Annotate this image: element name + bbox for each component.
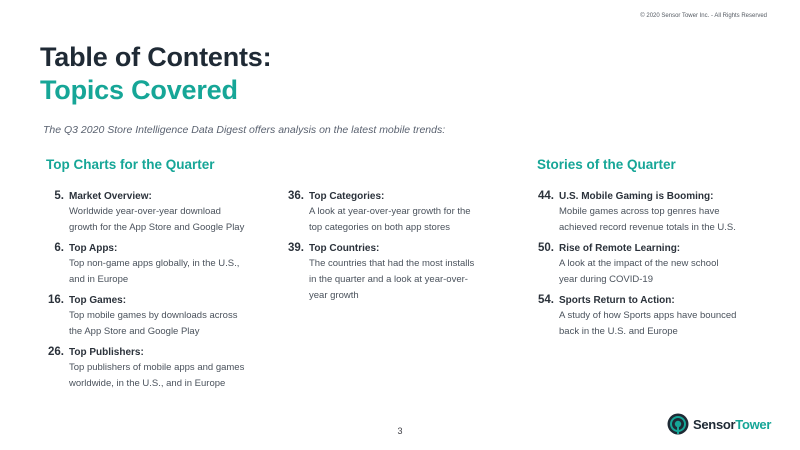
toc-entry-body — [69, 345, 244, 392]
section-heading-stories: Stories of the Quarter — [537, 157, 676, 172]
toc-entry — [530, 241, 760, 288]
toc-entry-title: Top Publishers: — [69, 347, 144, 358]
toc-entry-description-line: worldwide, in the U.S., and in Europe — [69, 378, 226, 389]
brand-name — [693, 417, 771, 432]
toc-column-2 — [280, 189, 510, 309]
toc-page-number: 36. — [288, 190, 304, 202]
toc-entry-description-line: Top non-game apps globally, in the U.S., — [69, 258, 240, 269]
intro-text: The Q3 2020 Store Intelligence Data Digest offers analysis on the latest mobile trends: — [43, 124, 446, 136]
toc-page-number: 26. — [48, 346, 64, 358]
toc-column-3 — [530, 189, 760, 345]
page-title-line-1: Table of Contents: — [40, 42, 272, 72]
toc-entry — [280, 189, 510, 236]
toc-entry-description-line: The countries that had the most installs — [309, 258, 475, 269]
toc-entry-title: Top Games: — [69, 295, 127, 306]
toc-column-1 — [40, 189, 270, 397]
toc-entry-body — [309, 241, 474, 304]
toc-page-number: 6. — [54, 242, 64, 254]
toc-entry-title: Top Apps: — [69, 243, 118, 254]
toc-entry-body — [69, 189, 244, 236]
toc-page-number: 16. — [48, 294, 64, 306]
toc-entry — [40, 241, 270, 288]
toc-entry — [280, 241, 510, 304]
toc-page-number: 5. — [54, 190, 64, 202]
toc-entry-description-line: A study of how Sports apps have bounced — [559, 310, 737, 321]
page-number: 3 — [397, 426, 403, 436]
toc-entry-description-line: A look at year-over-year growth for the — [309, 206, 471, 217]
brand-name-part-2: Tower — [735, 416, 772, 432]
toc-entry-title: Market Overview: — [69, 191, 152, 202]
toc-entry-title: Rise of Remote Learning: — [559, 243, 681, 254]
toc-entry — [530, 189, 760, 236]
toc-entry-description-line: Mobile games across top genres have — [559, 206, 720, 217]
page-title — [40, 41, 271, 107]
toc-entry — [40, 189, 270, 236]
toc-entry — [40, 345, 270, 392]
toc-entry-body — [69, 241, 239, 288]
sensor-tower-logo — [667, 413, 771, 435]
page-title-line-2: Topics Covered — [40, 75, 238, 105]
toc-entry-description-line: year during COVID-19 — [559, 274, 653, 285]
toc-entry-title: U.S. Mobile Gaming is Booming: — [559, 191, 714, 202]
toc-entry-description-line: back in the U.S. and Europe — [559, 326, 678, 337]
toc-page-number: 50. — [538, 242, 554, 254]
toc-page-number: 39. — [288, 242, 304, 254]
toc-entry-description-line: growth for the App Store and Google Play — [69, 222, 245, 233]
toc-entry-description-line: Top publishers of mobile apps and games — [69, 362, 245, 373]
toc-entry-description-line: year growth — [309, 290, 359, 301]
toc-page-number: 44. — [538, 190, 554, 202]
toc-entry-description-line: A look at the impact of the new school — [559, 258, 719, 269]
toc-entry-description-line: Top mobile games by downloads across — [69, 310, 238, 321]
toc-entry-body — [69, 293, 237, 340]
toc-entry-body — [559, 293, 736, 340]
toc-entry-description-line: Worldwide year-over-year download — [69, 206, 221, 217]
toc-entry-description-line: top categories on both app stores — [309, 222, 451, 233]
toc-entry-body — [559, 189, 736, 236]
toc-entry — [40, 293, 270, 340]
copyright-notice: © 2020 Sensor Tower Inc. - All Rights Reserved — [640, 13, 767, 19]
toc-entry-description-line: achieved record revenue totals in the U.S. — [559, 222, 736, 233]
toc-entry-title: Sports Return to Action: — [559, 295, 675, 306]
toc-entry-body — [309, 189, 471, 236]
toc-entry-description-line: in the quarter and a look at year-over- — [309, 274, 468, 285]
toc-entry-description-line: and in Europe — [69, 274, 129, 285]
toc-page-number: 54. — [538, 294, 554, 306]
toc-entry-description-line: the App Store and Google Play — [69, 326, 200, 337]
toc-entry-title: Top Countries: — [309, 243, 380, 254]
brand-name-part-1: Sensor — [693, 416, 736, 432]
section-heading-top-charts: Top Charts for the Quarter — [46, 157, 215, 172]
toc-entry-body — [559, 241, 718, 288]
toc-entry-title: Top Categories: — [309, 191, 385, 202]
sensor-tower-logo-icon — [667, 413, 689, 435]
toc-entry — [530, 293, 760, 340]
